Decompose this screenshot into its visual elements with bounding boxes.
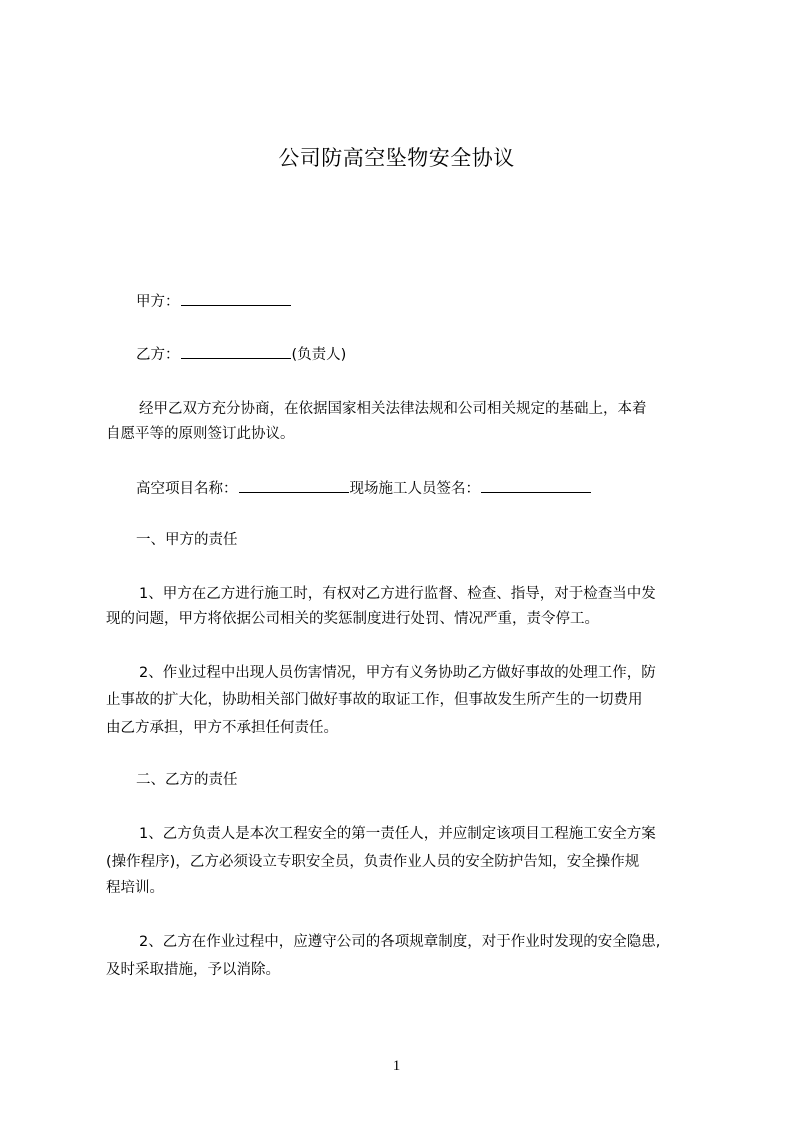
section-b-item1-line2: (操作程序)，乙方必须设立专职安全员，负责作业人员的安全防护告知，安全操作规 [106,854,640,870]
section-a-item2-line2: 止事故的扩大化，协助相关部门做好事故的取证工作，但事故发生所产生的一切费用 [106,692,643,708]
party-b-suffix: (负责人) [291,347,347,363]
section-a-item1-line1: 1、甲方在乙方进行施工时，有权对乙方进行监督、检查、指导，对于检查当中发 [139,586,656,602]
document-title: 公司防高空坠物安全协议 [278,146,515,170]
page-number: 1 [392,1058,401,1074]
section-b-item2-line1: 2、乙方在作业过程中，应遵守公司的各项规章制度，对于作业时发现的安全隐患, [139,934,661,950]
section-b-heading: 二、乙方的责任 [136,772,238,788]
section-a-item2-line3: 由乙方承担，甲方不承担任何责任。 [106,720,338,736]
signature-blank [481,478,591,493]
party-b-blank [181,344,291,359]
party-a-blank [181,291,291,306]
intro-line-2: 自愿平等的原则签订此协议。 [106,426,295,442]
party-b-label: 乙方： [136,347,180,363]
project-name-blank [239,478,349,493]
party-b-line [136,344,346,365]
project-line [136,478,592,499]
section-b-item1-line1: 1、乙方负责人是本次工程安全的第一责任人，并应制定该项目工程施工安全方案 [139,826,656,842]
intro-line-1: 经甲乙双方充分协商，在依据国家相关法律法规和公司相关规定的基础上，本着 [139,401,647,417]
signature-label: 现场施工人员签名： [349,481,480,497]
party-a-label: 甲方： [136,294,180,310]
section-b-item2-line2: 及时采取措施，予以消除。 [106,962,280,978]
section-a-heading: 一、甲方的责任 [136,532,238,548]
section-a-item2-line1: 2、作业过程中出现人员伤害情况，甲方有义务协助乙方做好事故的处理工作，防 [139,665,656,681]
party-a-line [136,291,292,312]
project-name-label: 高空项目名称： [136,481,238,497]
section-a-item1-line2: 现的问题，甲方将依据公司相关的奖惩制度进行处罚、情况严重，责令停工。 [106,611,599,627]
section-b-item1-line3: 程培训。 [106,880,164,896]
